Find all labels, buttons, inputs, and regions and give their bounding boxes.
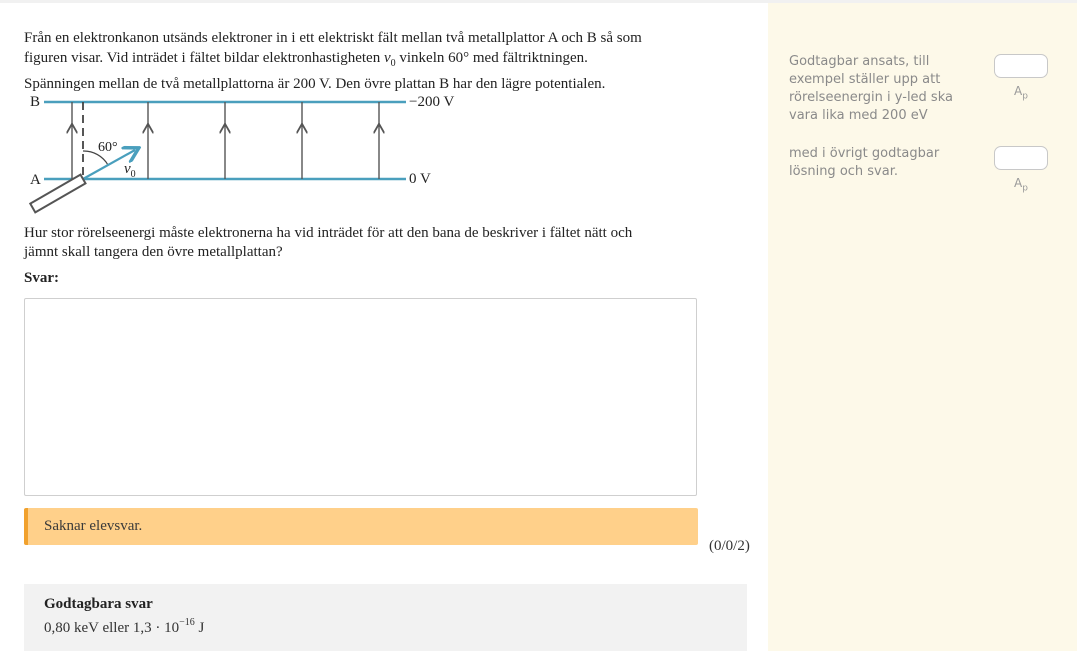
answer-label: Svar: xyxy=(24,270,59,286)
criterion-1-text: Godtagbar ansats, till exempel ställer upp att rörelseenergin i y-led ska vara lika med 200 eV xyxy=(789,54,953,123)
criterion-1-level-sub: p xyxy=(1022,91,1028,102)
plate-a-label: A xyxy=(30,172,41,188)
accepted-answer-prefix: 0,80 keV eller 1,3 · 10 xyxy=(44,620,180,636)
field-diagram xyxy=(24,88,494,222)
score-label: (0/0/2) xyxy=(709,538,750,554)
velocity-label-sub: 0 xyxy=(130,169,136,180)
question-prompt-line-1: Hur stor rörelseenergi måste elektronerna ha vid inträdet för att den bana de beskriver i fältet nätt och xyxy=(24,225,633,241)
question-line-1: Från en elektronkanon utsänds elektroner in i ett elektriskt fält mellan två metallplattor A och B så som xyxy=(24,30,642,46)
velocity-subscript: 0 xyxy=(390,58,396,69)
velocity-label xyxy=(124,161,136,180)
criterion-2-points-input[interactable] xyxy=(994,146,1048,170)
criterion-1-points-input[interactable] xyxy=(994,54,1048,78)
accepted-answer-exponent: −16 xyxy=(179,617,195,628)
velocity-symbol: v xyxy=(383,50,391,66)
criterion-1-level-letter: A xyxy=(1014,84,1023,98)
criterion-2-level xyxy=(1014,176,1028,193)
missing-answer-alert: Saknar elevsvar. xyxy=(24,508,698,545)
velocity-label-var: v xyxy=(124,161,131,177)
question-line-2 xyxy=(24,48,704,74)
angle-label: 60° xyxy=(98,140,118,155)
question-line-2-b: vinkeln 60° med fältriktningen. xyxy=(395,50,588,66)
accepted-answer-unit: J xyxy=(194,620,205,636)
criterion-1-level xyxy=(1014,84,1028,101)
voltage-top: −200 V xyxy=(409,94,455,110)
accepted-answer-value xyxy=(44,617,727,637)
accepted-answer-heading: Godtagbara svar xyxy=(44,596,153,612)
top-strip xyxy=(0,0,1077,3)
question-text xyxy=(24,28,704,94)
question-line-2-a: figuren visar. Vid inträdet i fältet bildar elektronhastigheten xyxy=(24,50,384,66)
accepted-answer-box xyxy=(24,584,747,651)
question-line-3: Spänningen mellan de två metallplattorna är 200 V. Den övre plattan B har den lägre potentialen. xyxy=(24,76,606,92)
criterion-2-text: med i övrigt godtagbar lösning och svar. xyxy=(789,146,940,179)
question-prompt-line-2: jämnt skall tangera den övre metallplattan? xyxy=(24,244,283,260)
answer-textarea[interactable] xyxy=(24,298,697,496)
criterion-2-level-sub: p xyxy=(1022,183,1028,194)
voltage-bottom: 0 V xyxy=(409,171,431,187)
question-prompt xyxy=(24,224,704,262)
criterion-2-level-letter: A xyxy=(1014,176,1023,190)
plate-b-label: B xyxy=(30,94,41,110)
